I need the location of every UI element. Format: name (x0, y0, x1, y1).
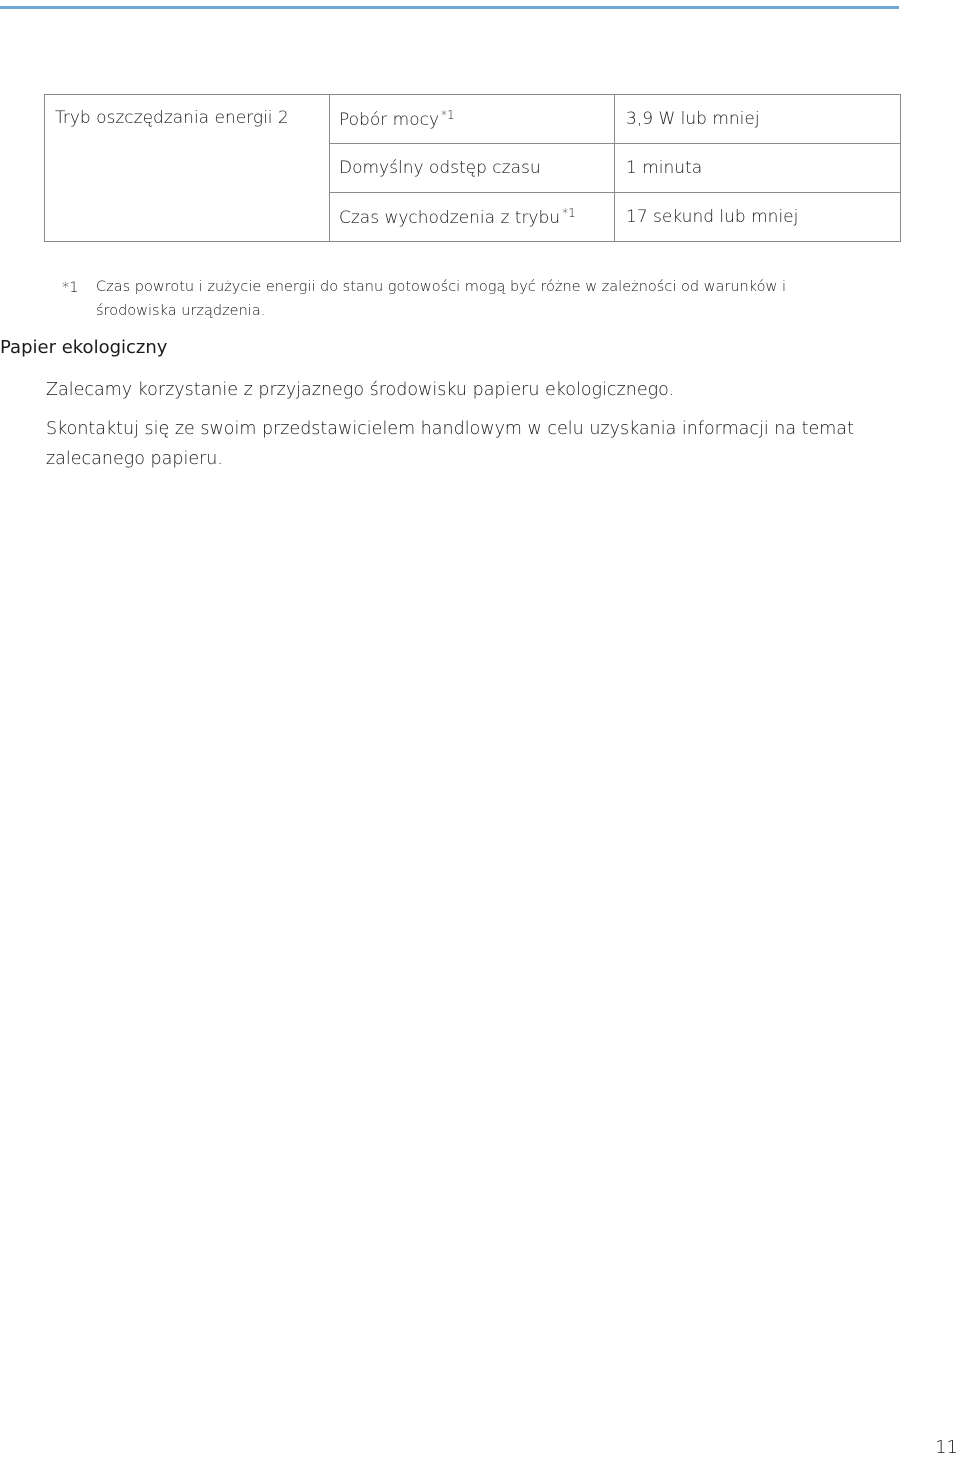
header-rule (0, 6, 899, 9)
table-row (45, 95, 901, 144)
row-value: 17 sekund lub mniej (626, 207, 799, 227)
row-value-cell (615, 144, 901, 193)
paragraph: Skontaktuj się ze swoim przedstawicielem handlowym w celu uzyskania informacji na temat zalecanego papieru. (46, 419, 854, 469)
row-label: Pobór mocy (339, 110, 439, 130)
row-value: 3,9 W lub mniej (626, 109, 760, 129)
row-value: 1 minuta (626, 158, 703, 178)
row-value-cell (615, 193, 901, 242)
footnote-ref: *1 (441, 108, 455, 122)
page-number: 11 (935, 1437, 958, 1458)
footnote-ref: *1 (562, 206, 576, 220)
footnote-mark: *1 (62, 280, 79, 296)
row-label: Domyślny odstęp czasu (339, 158, 541, 178)
paragraph: Zalecamy korzystanie z przyjaznego środowisku papieru ekologicznego. (46, 380, 675, 400)
mode-cell (45, 95, 330, 242)
row-label-cell (330, 95, 615, 144)
footnote-text: Czas powrotu i zużycie energii do stanu gotowości mogą być różne w zależności od warunków i środowiska urządzenia. (96, 279, 786, 319)
row-label: Czas wychodzenia z trybu (339, 208, 561, 228)
energy-spec-table (44, 94, 901, 242)
row-label-cell (330, 144, 615, 193)
section-heading: Papier ekologiczny (0, 337, 168, 358)
row-value-cell (615, 95, 901, 144)
mode-label: Tryb oszczędzania energii 2 (55, 108, 289, 128)
row-label-cell (330, 193, 615, 242)
footnote (62, 275, 862, 323)
